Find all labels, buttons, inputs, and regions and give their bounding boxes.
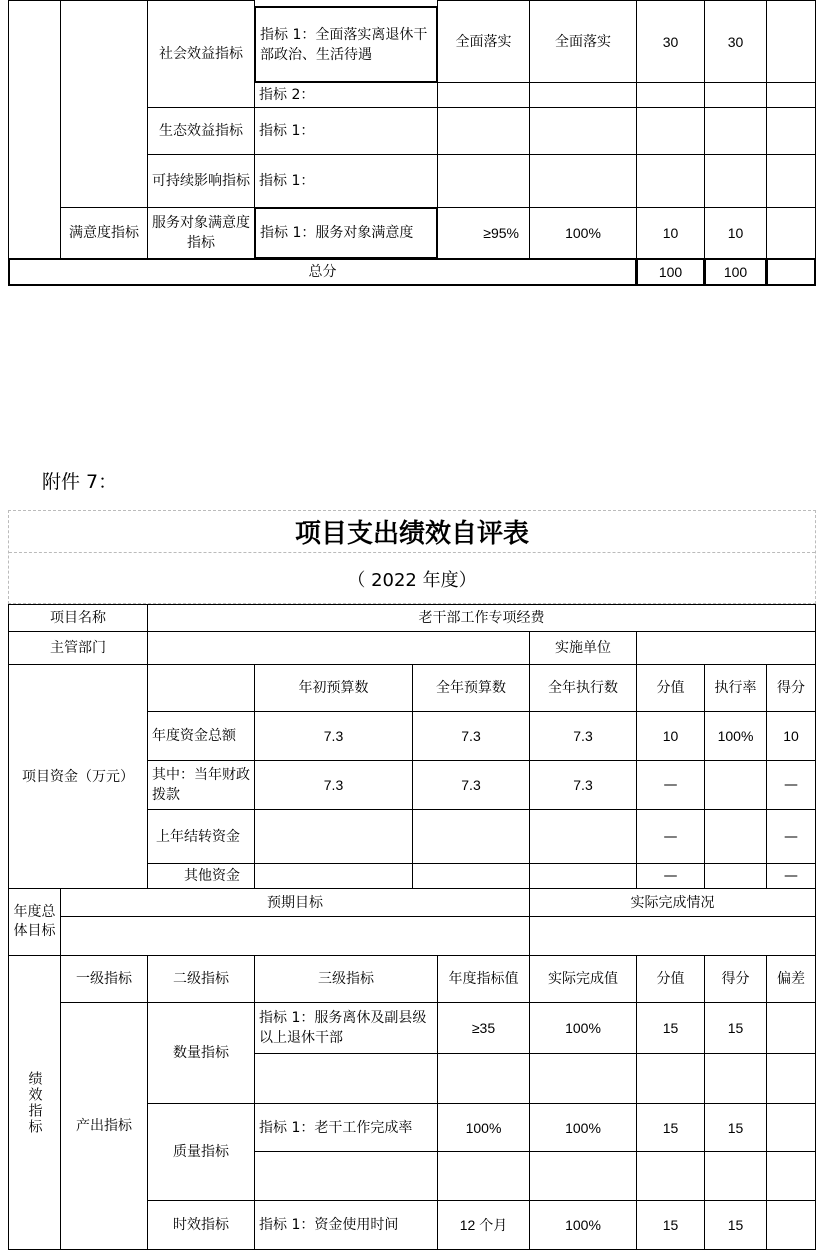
social-indicator-1: 指标 1：全面落实离退休干部政治、生活待遇	[254, 6, 438, 83]
perf-header-target: 年度指标值	[437, 955, 530, 1003]
eco-benefit-label: 生态效益指标	[147, 107, 255, 155]
fund-exec: 7.3	[529, 711, 637, 761]
table-cell	[704, 107, 767, 155]
satisfaction-actual: 100%	[529, 207, 637, 259]
funds-header-exec: 全年执行数	[529, 664, 637, 712]
quality-score-value: 15	[636, 1103, 705, 1152]
table-cell	[529, 107, 637, 155]
goal-label: 年度总体目标	[8, 888, 61, 956]
fund-initial	[254, 809, 413, 864]
table-cell	[147, 664, 255, 712]
fund-rate: 100%	[704, 711, 767, 761]
table-cell	[704, 1151, 767, 1201]
total-score: 100	[704, 258, 767, 286]
table-cell	[437, 154, 530, 208]
table-cell	[636, 107, 705, 155]
fund-row-label: 其中：当年财政拨款	[147, 760, 255, 810]
dept-label: 主管部门	[8, 631, 148, 665]
table-cell	[636, 154, 705, 208]
funds-header-score-value: 分值	[636, 664, 705, 712]
table-cell	[766, 107, 816, 155]
table-cell	[766, 0, 816, 83]
fund-row-label: 年度资金总额	[147, 711, 255, 761]
table-cell	[437, 1053, 530, 1104]
fund-rate	[704, 760, 767, 810]
time-target: 12 个月	[437, 1200, 530, 1250]
social-score-value-1: 30	[636, 0, 705, 83]
fund-score: —	[766, 863, 816, 889]
funds-header-initial: 年初预算数	[254, 664, 413, 712]
perf-label: 绩效指标	[26, 1070, 43, 1135]
dept-value	[147, 631, 530, 665]
fund-full: 7.3	[412, 760, 530, 810]
table-cell	[437, 107, 530, 155]
table-cell	[766, 207, 816, 259]
expected-goal-value	[60, 916, 530, 956]
satisfaction-score-value: 10	[636, 207, 705, 259]
quantity-indicator-1: 指标 1：服务离休及副县级以上退休干部	[254, 1002, 438, 1054]
satisfaction-indicator-1: 指标 1：服务对象满意度	[254, 207, 438, 259]
fund-full	[412, 809, 530, 864]
fund-initial	[254, 863, 413, 889]
fund-row-label: 其他资金	[147, 863, 255, 889]
time-indicator-1: 指标 1：资金使用时间	[254, 1200, 438, 1250]
table-cell	[529, 1053, 637, 1104]
funds-header-rate: 执行率	[704, 664, 767, 712]
sustain-label: 可持续影响指标	[147, 154, 255, 208]
quantity-actual: 100%	[529, 1002, 637, 1054]
table-cell	[766, 1200, 816, 1250]
table-cell	[529, 154, 637, 208]
output-label: 产出指标	[60, 1002, 148, 1250]
attachment-label: 附件 7：	[42, 471, 118, 493]
project-name-label: 项目名称	[8, 604, 148, 632]
actual-completion-value	[529, 916, 816, 956]
satisfaction-target: ≥95%	[437, 207, 530, 259]
fund-exec	[529, 809, 637, 864]
perf-header-l2: 二级指标	[147, 955, 255, 1003]
time-actual: 100%	[529, 1200, 637, 1250]
actual-completion-header: 实际完成情况	[529, 888, 816, 917]
social-benefit-label: 社会效益指标	[147, 0, 255, 108]
fund-full: 7.3	[412, 711, 530, 761]
fund-rate	[704, 809, 767, 864]
table-cell	[529, 1151, 637, 1201]
fund-score: —	[766, 760, 816, 810]
table-cell	[636, 82, 705, 108]
table-cell	[766, 1002, 816, 1054]
fund-full	[412, 863, 530, 889]
fund-score-value: —	[636, 760, 705, 810]
total-value: 100	[636, 258, 705, 286]
perf-header-score-value: 分值	[636, 955, 705, 1003]
table-cell	[704, 154, 767, 208]
unit-label: 实施单位	[529, 631, 637, 665]
table-cell	[636, 1053, 705, 1104]
fund-exec: 7.3	[529, 760, 637, 810]
project-name-value: 老干部工作专项经费	[147, 604, 816, 632]
fund-rate	[704, 863, 767, 889]
perf-label-cell	[8, 955, 61, 1250]
quality-indicator-1: 指标 1：老干工作完成率	[254, 1103, 438, 1152]
total-label: 总分	[8, 258, 637, 286]
time-label: 时效指标	[147, 1200, 255, 1250]
table-cell	[254, 1053, 438, 1104]
quantity-score-value: 15	[636, 1002, 705, 1054]
perf-header-score: 得分	[704, 955, 767, 1003]
fund-initial: 7.3	[254, 711, 413, 761]
table-cell	[704, 82, 767, 108]
table-cell	[254, 1151, 438, 1201]
quantity-label: 数量指标	[147, 1002, 255, 1104]
satisfaction-score: 10	[704, 207, 767, 259]
eco-indicator-1: 指标 1：	[254, 107, 438, 155]
satisfaction-l1-label: 满意度指标	[60, 207, 148, 259]
table-cell	[766, 82, 816, 108]
quality-label: 质量指标	[147, 1103, 255, 1201]
unit-value	[636, 631, 816, 665]
quantity-score: 15	[704, 1002, 767, 1054]
quality-target: 100%	[437, 1103, 530, 1152]
funds-header-full: 全年预算数	[412, 664, 530, 712]
funds-header-score: 得分	[766, 664, 816, 712]
table-cell	[766, 1103, 816, 1152]
table-cell	[529, 82, 637, 108]
fund-score-value: 10	[636, 711, 705, 761]
table-cell	[766, 154, 816, 208]
social-indicator-2: 指标 2：	[254, 82, 438, 108]
table-cell	[704, 1053, 767, 1104]
table-cell	[437, 1151, 530, 1201]
perf-header-l1: 一级指标	[60, 955, 148, 1003]
fund-score: 10	[766, 711, 816, 761]
sustain-indicator-1: 指标 1：	[254, 154, 438, 208]
perf-header-actual: 实际完成值	[529, 955, 637, 1003]
table-cell	[766, 258, 816, 286]
fund-row-label: 上年结转资金	[147, 809, 255, 864]
social-score-1: 30	[704, 0, 767, 83]
time-score: 15	[704, 1200, 767, 1250]
funds-label: 项目资金（万元）	[8, 664, 148, 889]
social-actual-1: 全面落实	[529, 0, 637, 83]
table-cell	[766, 1151, 816, 1201]
fund-score-value: —	[636, 809, 705, 864]
perf-header-l3: 三级指标	[254, 955, 438, 1003]
fund-exec	[529, 863, 637, 889]
fund-score: —	[766, 809, 816, 864]
table-cell	[8, 0, 61, 259]
page-title: 项目支出绩效自评表	[9, 511, 815, 553]
perf-header-deviation: 偏差	[766, 955, 816, 1003]
fund-initial: 7.3	[254, 760, 413, 810]
year-label: （ 2022 年度）	[347, 570, 477, 591]
expected-goal-header: 预期目标	[60, 888, 530, 917]
title-block	[8, 510, 816, 604]
social-target-1: 全面落实	[437, 0, 530, 83]
fund-score-value: —	[636, 863, 705, 889]
quantity-target: ≥35	[437, 1002, 530, 1054]
time-score-value: 15	[636, 1200, 705, 1250]
satisfaction-l2-label: 服务对象满意度指标	[147, 207, 255, 259]
table-cell	[437, 82, 530, 108]
table-cell	[766, 1053, 816, 1104]
quality-score: 15	[704, 1103, 767, 1152]
quality-actual: 100%	[529, 1103, 637, 1152]
table-cell	[60, 0, 148, 208]
table-cell	[636, 1151, 705, 1201]
